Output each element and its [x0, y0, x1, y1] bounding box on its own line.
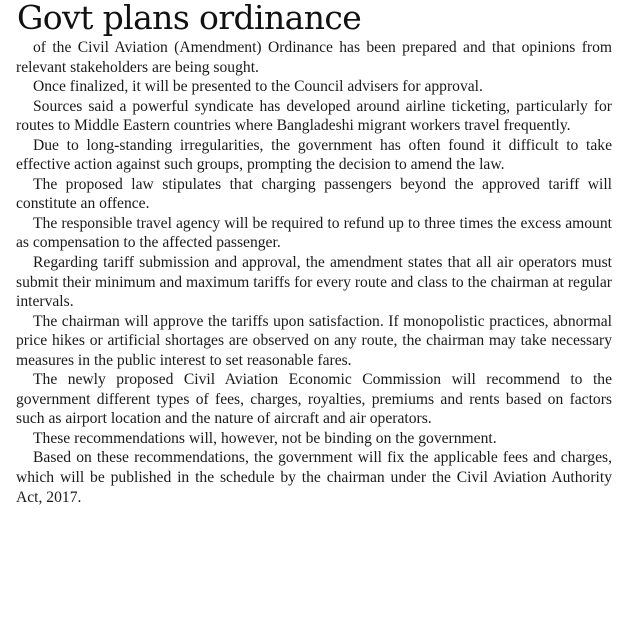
article-paragraph: Regarding tariff submission and approval, the amendment states that all air operators must submit their minimum and maximum tariffs for every route and class to the chairman at regular intervals. — [16, 254, 612, 311]
article-paragraph: of the Civil Aviation (Amendment) Ordinance has been prepared and that opinions from relevant stakeholders are being sought. — [16, 39, 612, 76]
article-paragraph: The chairman will approve the tariffs upon satisfaction. If monopolistic practices, abnormal price hikes or artificial shortages are observed on any route, the chairman may take necessary measures in the public interest to set reasonable fares. — [16, 312, 612, 369]
article-headline: Govt plans ordinance — [17, 0, 362, 37]
article-body — [16, 38, 612, 507]
article-paragraph: The newly proposed Civil Aviation Economic Commission will recommend to the government different types of fees, charges, royalties, premiums and rents based on factors such as airport location and the nature of aircraft and air operators. — [16, 371, 612, 428]
article-paragraph: The responsible travel agency will be required to refund up to three times the excess amount as compensation to the affected passenger. — [16, 214, 612, 252]
article-paragraph: The proposed law stipulates that charging passengers beyond the approved tariff will constitute an offence. — [16, 175, 612, 213]
article-paragraph: Once finalized, it will be presented to the Council advisers for approval. — [33, 78, 483, 96]
article-paragraph: Due to long-standing irregularities, the government has often found it difficult to take effective action against such groups, prompting the decision to amend the law. — [16, 136, 612, 174]
article-paragraph: These recommendations will, however, not be binding on the government. — [33, 429, 497, 447]
article-paragraph: Sources said a powerful syndicate has developed around airline ticketing, particularly for routes to Middle Eastern countries where Bangladeshi migrant workers travel frequently. — [16, 97, 612, 135]
article-paragraph: Based on these recommendations, the government will fix the applicable fees and charges, which will be published in the schedule by the chairman under the Civil Aviation Authority Act, 2017. — [16, 449, 612, 506]
